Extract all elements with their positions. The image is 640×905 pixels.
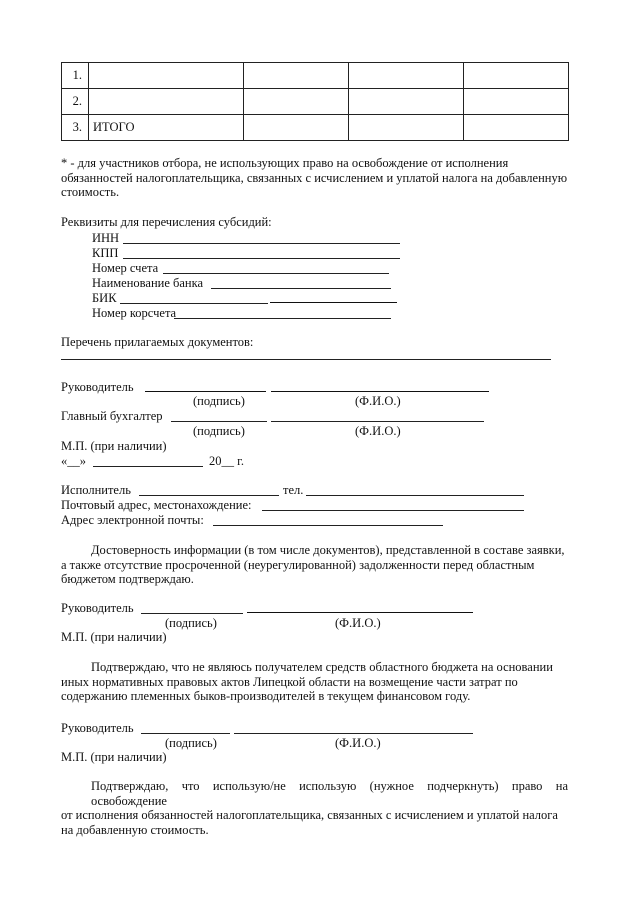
corr-field[interactable]	[174, 318, 391, 319]
statement-line: Достоверность информации (в том числе документов), представленной в составе заявки,	[91, 543, 565, 557]
table-cell	[349, 115, 464, 141]
bik-label: БИК	[92, 291, 117, 305]
statement-line: Подтверждаю, что не являюсь получателем средств областного бюджета на основании	[91, 660, 553, 674]
head-sign-field[interactable]	[141, 733, 230, 734]
table-cell	[349, 89, 464, 115]
documents-field[interactable]	[61, 359, 551, 360]
address-label: Почтовый адрес, местонахождение:	[61, 498, 252, 512]
statement-line: содержанию племенных быков-производителей в текущем финансовом году.	[61, 689, 471, 703]
stamp-label: М.П. (при наличии)	[61, 630, 167, 644]
head-fio-field[interactable]	[271, 391, 489, 392]
statement-line: иных нормативных правовых актов Липецкой области на возмещение части затрат по	[61, 674, 518, 689]
head-fio-field[interactable]	[234, 733, 473, 734]
statement-line: а также отсутствие просроченной (неурегулированной) задолженности перед областным	[61, 557, 535, 572]
head-label: Руководитель	[61, 721, 134, 735]
accountant-sign-field[interactable]	[171, 421, 267, 422]
table-cell	[244, 89, 349, 115]
row-number: 3.	[62, 115, 89, 141]
requisites-heading: Реквизиты для перечисления субсидий:	[61, 215, 272, 229]
head-sign-field[interactable]	[141, 613, 243, 614]
footnote	[61, 156, 568, 200]
sign-caption: (подпись)	[193, 424, 245, 438]
corr-label: Номер корсчета	[92, 306, 177, 320]
accountant-fio-field[interactable]	[271, 421, 484, 422]
fio-caption: (Ф.И.О.)	[335, 736, 381, 750]
statement-no-funds	[61, 660, 568, 704]
sign-caption: (подпись)	[165, 616, 217, 630]
date-year: 20__ г.	[209, 454, 244, 468]
fio-caption: (Ф.И.О.)	[355, 394, 401, 408]
footnote-line: стоимость.	[61, 185, 120, 199]
head-fio-field[interactable]	[247, 612, 473, 613]
row-number: 1.	[62, 63, 89, 89]
head-label: Руководитель	[61, 601, 134, 615]
account-field[interactable]	[163, 273, 389, 274]
row-number: 2.	[62, 89, 89, 115]
head-label: Руководитель	[61, 380, 134, 394]
summary-table	[61, 62, 569, 141]
table-cell	[464, 89, 569, 115]
row-label	[89, 89, 244, 115]
kpp-field[interactable]	[123, 258, 400, 259]
row-label	[89, 63, 244, 89]
table-cell	[464, 115, 569, 141]
kpp-label: КПП	[92, 246, 119, 260]
table-row	[62, 63, 569, 89]
sign-caption: (подпись)	[165, 736, 217, 750]
accountant-label: Главный бухгалтер	[61, 409, 163, 423]
table-cell	[464, 63, 569, 89]
phone-label: тел.	[283, 483, 304, 497]
stamp-label: М.П. (при наличии)	[61, 750, 167, 764]
date-day: «__»	[61, 454, 86, 468]
fio-caption: (Ф.И.О.)	[335, 616, 381, 630]
table-row	[62, 115, 569, 141]
executor-field[interactable]	[139, 495, 279, 496]
bank-field[interactable]	[211, 288, 391, 289]
statement-vat	[61, 779, 568, 837]
table-row	[62, 89, 569, 115]
sign-caption: (подпись)	[193, 394, 245, 408]
account-label: Номер счета	[92, 261, 159, 275]
statement-line: на добавленную стоимость.	[61, 822, 209, 837]
fio-caption: (Ф.И.О.)	[355, 424, 401, 438]
email-field[interactable]	[213, 525, 443, 526]
bank-label: Наименование банка	[92, 276, 204, 290]
stamp-label: М.П. (при наличии)	[61, 439, 167, 453]
row-label-total: ИТОГО	[89, 115, 244, 141]
inn-field[interactable]	[123, 243, 400, 244]
date-month-field[interactable]	[93, 466, 203, 467]
table-cell	[349, 63, 464, 89]
table-cell	[244, 115, 349, 141]
footnote-line: * - для участников отбора, не использующих право на освобождение от исполнения	[61, 156, 509, 170]
address-field[interactable]	[262, 510, 524, 511]
executor-label: Исполнитель	[61, 483, 131, 497]
inn-label: ИНН	[92, 231, 120, 245]
footnote-line: обязанностей налогоплательщика, связанных с исчислением и уплатой налога на добавленную	[61, 170, 568, 185]
statement-line: Подтверждаю, что использую/не использую (нужное подчеркнуть) право на освобождение	[91, 779, 568, 808]
phone-field[interactable]	[306, 495, 524, 496]
head-sign-field[interactable]	[145, 391, 266, 392]
email-label: Адрес электронной почты:	[61, 513, 204, 527]
statement-line: бюджетом подтверждаю.	[61, 572, 194, 586]
bik-field-ext[interactable]	[270, 302, 397, 303]
statement-reliability	[61, 543, 568, 587]
bik-field[interactable]	[120, 303, 268, 304]
documents-heading: Перечень прилагаемых документов:	[61, 335, 254, 349]
statement-line: от исполнения обязанностей налогоплательщика, связанных с исчислением и уплатой налога	[61, 808, 558, 822]
table-cell	[244, 63, 349, 89]
